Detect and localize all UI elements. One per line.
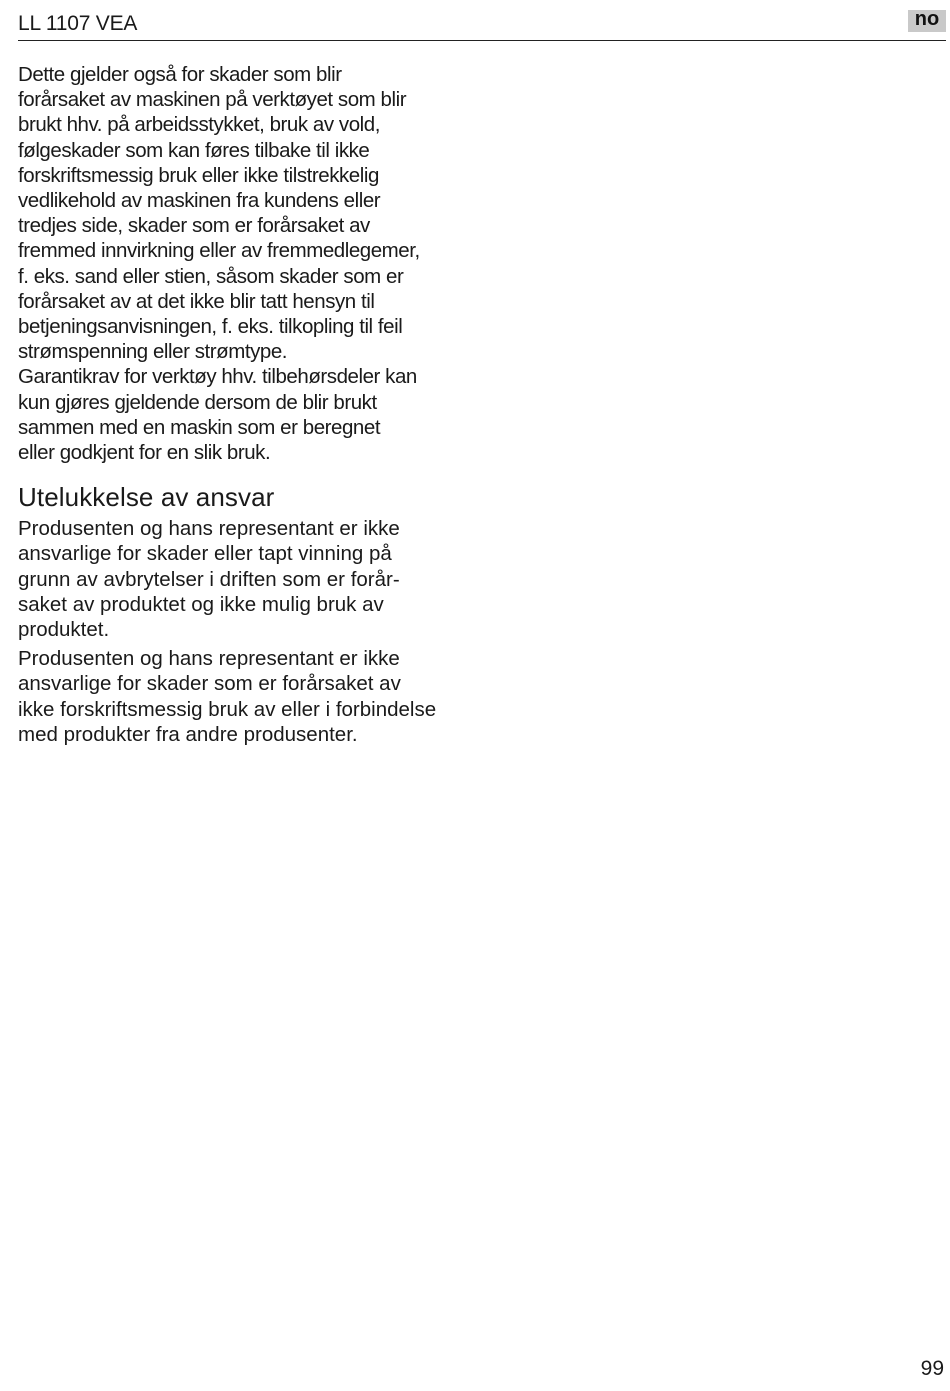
section-heading: Utelukkelse av ansvar xyxy=(18,482,275,513)
text-line: betjeningsanvisningen, f. eks. tilkopling til feil xyxy=(18,315,403,339)
text-line: grunn av avbrytelser i driften som er forår- xyxy=(18,567,400,591)
warranty-accessories-paragraph xyxy=(18,364,458,465)
page-header xyxy=(18,10,946,41)
text-line: Produsenten og hans representant er ikke xyxy=(18,647,400,671)
text-line: saket av produktet og ikke mulig bruk av xyxy=(18,592,384,616)
text-line: fremmed innvirkning eller av fremmedlegemer, xyxy=(18,239,420,263)
text-line: forskriftsmessig bruk eller ikke tilstrekkelig xyxy=(18,163,379,187)
liability-paragraph-2 xyxy=(18,646,458,747)
liability-paragraph-1 xyxy=(18,516,458,642)
text-line: ikke forskriftsmessig bruk av eller i forbindelse xyxy=(18,697,437,721)
text-line: forårsaket av at det ikke blir tatt hensyn til xyxy=(18,289,375,313)
text-line: eller godkjent for en slik bruk. xyxy=(18,441,271,465)
text-line: forårsaket av maskinen på verktøyet som blir xyxy=(18,88,407,112)
warranty-exclusions-paragraph xyxy=(18,62,458,364)
text-line: Produsenten og hans representant er ikke xyxy=(18,517,400,541)
language-badge: no xyxy=(908,10,946,32)
text-line: brukt hhv. på arbeidsstykket, bruk av vold, xyxy=(18,113,380,137)
text-line: Dette gjelder også for skader som blir xyxy=(18,63,342,86)
text-line: tredjes side, skader som er forårsaket av xyxy=(18,214,370,238)
text-line: med produkter fra andre produsenter. xyxy=(18,722,358,746)
text-line: produktet. xyxy=(18,618,110,642)
model-name: LL 1107 VEA xyxy=(18,12,138,35)
text-line: strømspenning eller strømtype. xyxy=(18,340,288,364)
text-line: sammen med en maskin som er beregnet xyxy=(18,415,381,439)
page-number: 99 xyxy=(920,1357,944,1380)
text-line: ansvarlige for skader eller tapt vinning på xyxy=(18,542,392,566)
text-line: kun gjøres gjeldende dersom de blir brukt xyxy=(18,390,377,414)
main-content xyxy=(18,62,458,747)
text-line: vedlikehold av maskinen fra kundens eller xyxy=(18,189,381,213)
text-line: ansvarlige for skader som er forårsaket av xyxy=(18,672,401,696)
text-line: f. eks. sand eller stien, såsom skader som er xyxy=(18,264,404,288)
text-line: følgeskader som kan føres tilbake til ikke xyxy=(18,138,370,162)
text-line: Garantikrav for verktøy hhv. tilbehørsdeler kan xyxy=(18,365,417,389)
